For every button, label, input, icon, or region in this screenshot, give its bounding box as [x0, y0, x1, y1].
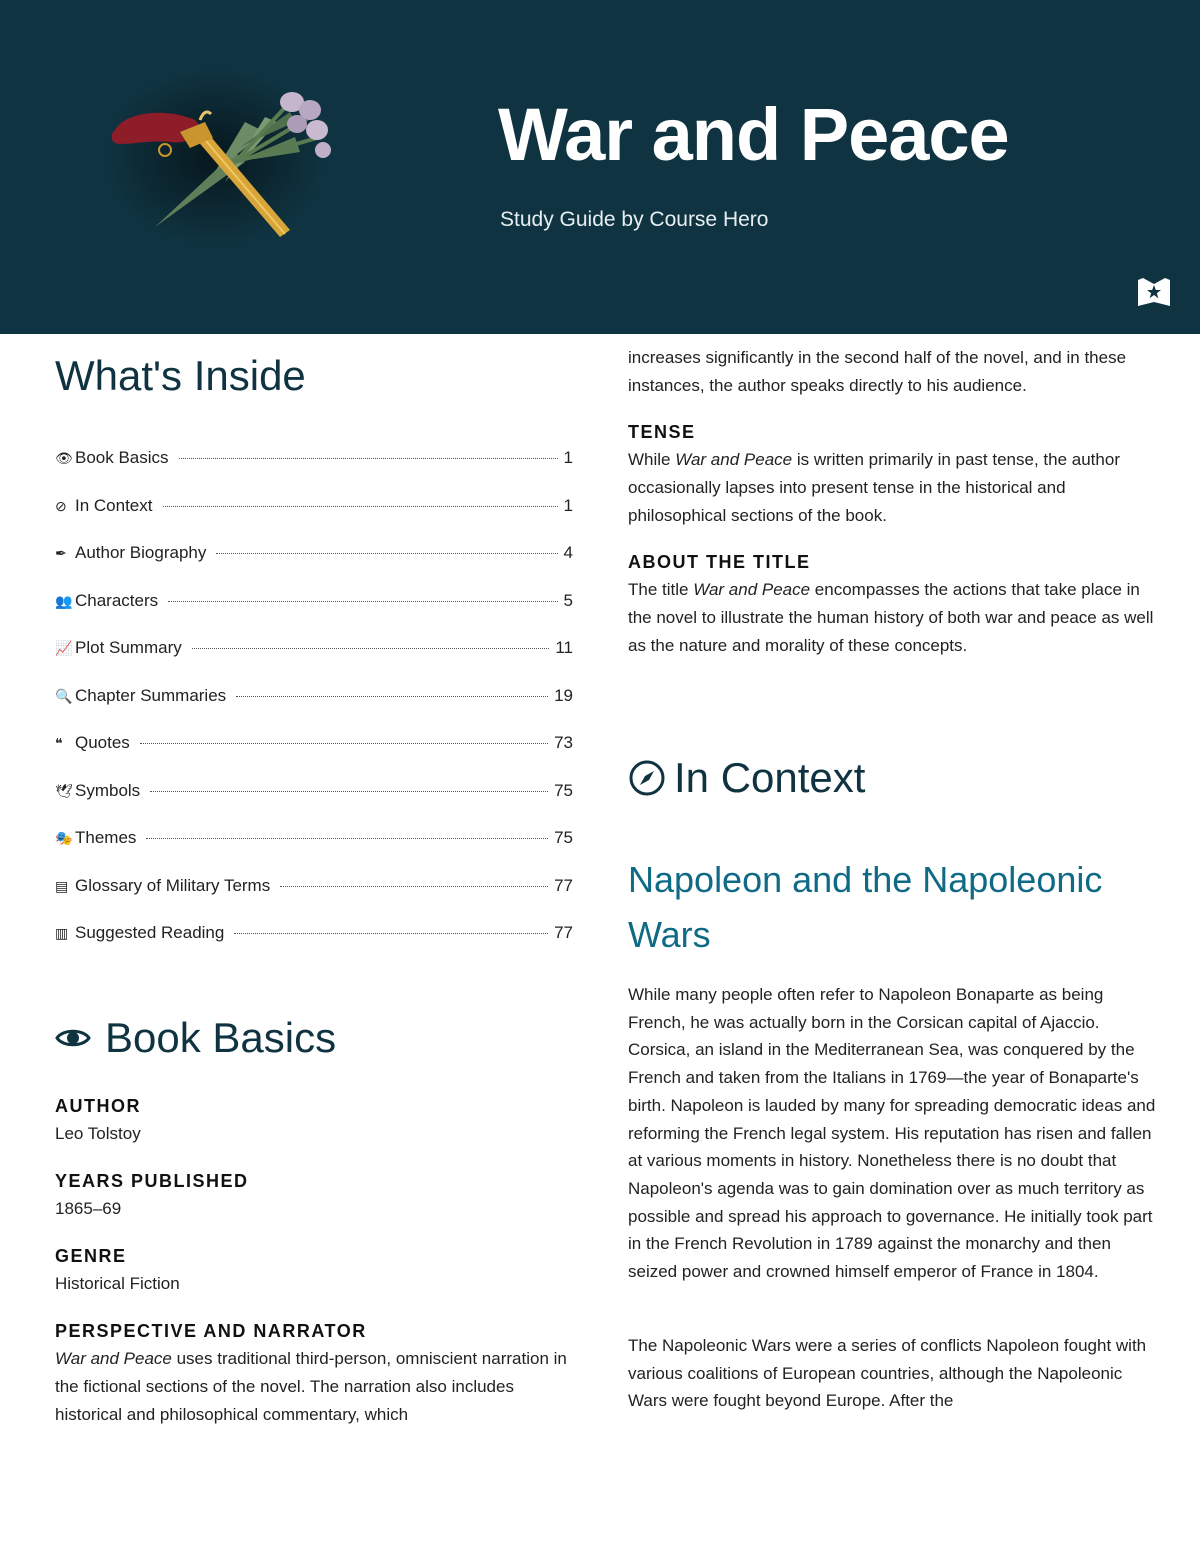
pistol-and-flowers-illustration	[95, 62, 355, 252]
years-label: YEARS PUBLISHED	[55, 1171, 249, 1191]
tense-field	[628, 418, 1158, 530]
toc-item-label: Book Basics	[75, 448, 169, 467]
toc-leader-dots	[236, 696, 548, 697]
in-context-heading	[628, 754, 865, 802]
about-text-start: The title	[628, 580, 694, 599]
toc-item[interactable]	[55, 496, 573, 544]
toc-leader-dots	[168, 601, 557, 602]
table-of-contents	[55, 448, 573, 971]
about-title-field	[628, 548, 1158, 660]
toc-item-page: 1	[563, 448, 573, 467]
bird-icon: 🕊	[55, 782, 73, 799]
about-title-value	[628, 576, 1158, 660]
perspective-text: uses traditional third-person, omniscient narration in the fictional sections of the novel. The narration also includes historical and philosophical commentary, which	[55, 1349, 567, 1424]
book-basics-title: Book Basics	[105, 1014, 337, 1061]
toc-item-label: Symbols	[75, 780, 141, 800]
toc-item-label: Quotes	[75, 733, 130, 752]
magnifier-icon: 🔍	[55, 687, 73, 704]
toc-item[interactable]	[55, 686, 573, 734]
masks-icon: 🎭	[55, 830, 73, 846]
people-icon: 👥	[55, 592, 73, 609]
toc-item-label: Author Biography	[75, 543, 207, 562]
tense-book-title: War and Peace	[675, 450, 793, 469]
years-value: 1865–69	[55, 1199, 122, 1218]
toc-item[interactable]	[55, 781, 573, 829]
toc-item[interactable]	[55, 923, 573, 971]
perspective-continued: increases significantly in the second half of the novel, and in these instances, the author speaks directly to his audience.	[628, 348, 1127, 395]
about-title-label: ABOUT THE TITLE	[628, 552, 811, 572]
toc-item[interactable]	[55, 638, 573, 686]
course-hero-logo-icon	[1137, 276, 1171, 308]
toc-leader-dots	[192, 648, 550, 649]
about-text-end: encompasses the actions that take place in the novel to illustrate the human history of both war and peace as well as the nature and morality of these concepts.	[628, 580, 1154, 655]
eye-icon	[55, 1026, 91, 1050]
perspective-value	[55, 1345, 575, 1429]
toc-item[interactable]	[55, 591, 573, 639]
toc-leader-dots	[150, 791, 548, 792]
perspective-field	[55, 1317, 575, 1429]
toc-item-page: 4	[563, 543, 573, 562]
tense-text-start: While	[628, 450, 676, 469]
toc-item-label: Characters	[75, 590, 159, 610]
tense-value	[628, 446, 1158, 530]
toc-leader-dots	[216, 553, 557, 554]
glossary-icon: ▤	[55, 877, 69, 894]
toc-item-page: 75	[554, 828, 573, 847]
author-label: AUTHOR	[55, 1096, 141, 1116]
toc-item-page: 77	[554, 923, 573, 942]
toc-item[interactable]	[55, 448, 573, 496]
header-banner	[0, 0, 1200, 334]
genre-label: GENRE	[55, 1246, 127, 1266]
toc-item[interactable]	[55, 876, 573, 924]
years-field	[55, 1167, 575, 1223]
in-context-title: In Context	[674, 754, 866, 801]
toc-item-page: 73	[554, 733, 573, 752]
book-basics-heading	[55, 1014, 336, 1062]
toc-leader-dots	[163, 506, 558, 507]
toc-item-page: 75	[554, 780, 573, 800]
pen-nib-icon: ✒	[55, 545, 67, 561]
toc-leader-dots	[234, 933, 548, 934]
perspective-label: PERSPECTIVE AND NARRATOR	[55, 1321, 367, 1341]
toc-leader-dots	[280, 886, 548, 887]
compass-icon: ⊘	[55, 497, 67, 514]
compass-icon	[628, 759, 666, 797]
tense-label: TENSE	[628, 422, 696, 442]
napoleon-paragraph-1: While many people often refer to Napoleon Bonaparte as being French, he was actually born in the Corsican capital of Ajaccio. Corsica, an island in the Mediterranean Sea, was conquered by the French and taken from the Italians in 1769—the year of Bonaparte's birth. Napoleon is lauded by many for spreading democratic ideas and reforming the French legal system. His reputation has risen and fallen at various moments in history. Nonetheless there is no doubt that Napoleon's agenda was to gain domination over as much territory as possible and spread his approach to governance. He initially took part in the French Revolution in 1789 against the monarchy and then seized power and crowned himself emperor of France in 1804.	[628, 985, 1156, 1282]
page-title: War and Peace	[498, 93, 1009, 176]
toc-item-label: In Context	[75, 495, 153, 515]
tense-text-end: is written primarily in past tense, the author occasionally lapses into present tense in the historical and philosophical sections of the book.	[628, 450, 1120, 525]
perspective-book-title: War and Peace	[55, 1349, 172, 1368]
napoleon-paragraph-2: The Napoleonic Wars were a series of conflicts Napoleon fought with various coalitions of European countries, although the Napoleonic Wars were fought beyond Europe. After the	[628, 1336, 1147, 1411]
toc-item[interactable]	[55, 733, 573, 781]
toc-leader-dots	[140, 743, 548, 744]
toc-heading: What's Inside	[55, 352, 306, 399]
toc-item[interactable]	[55, 828, 573, 876]
eye-icon: 👁	[55, 450, 73, 466]
about-book-title: War and Peace	[693, 580, 811, 599]
napoleon-subheading: Napoleon and the Napoleonic Wars	[628, 859, 1103, 955]
toc-item-label: Suggested Reading	[75, 923, 225, 942]
toc-leader-dots	[146, 838, 548, 839]
toc-item-label: Plot Summary	[75, 638, 182, 657]
chart-line-icon: 📈	[55, 640, 73, 656]
toc-item-page: 11	[555, 638, 573, 657]
toc-item-page: 1	[563, 495, 573, 515]
toc-item-label: Chapter Summaries	[75, 685, 227, 705]
author-field	[55, 1092, 575, 1148]
genre-value: Historical Fiction	[55, 1274, 180, 1293]
author-value: Leo Tolstoy	[55, 1124, 141, 1143]
page-subtitle: Study Guide by Course Hero	[500, 208, 769, 231]
toc-item-label: Glossary of Military Terms	[75, 875, 271, 895]
genre-field	[55, 1242, 575, 1298]
quote-icon: ❝	[55, 735, 63, 751]
toc-item-page: 77	[554, 875, 573, 895]
toc-item-page: 5	[563, 590, 573, 610]
toc-item-page: 19	[554, 685, 573, 705]
books-icon: ▥	[55, 925, 69, 941]
toc-item-label: Themes	[75, 828, 137, 847]
toc-leader-dots	[179, 458, 558, 459]
toc-item[interactable]	[55, 543, 573, 591]
